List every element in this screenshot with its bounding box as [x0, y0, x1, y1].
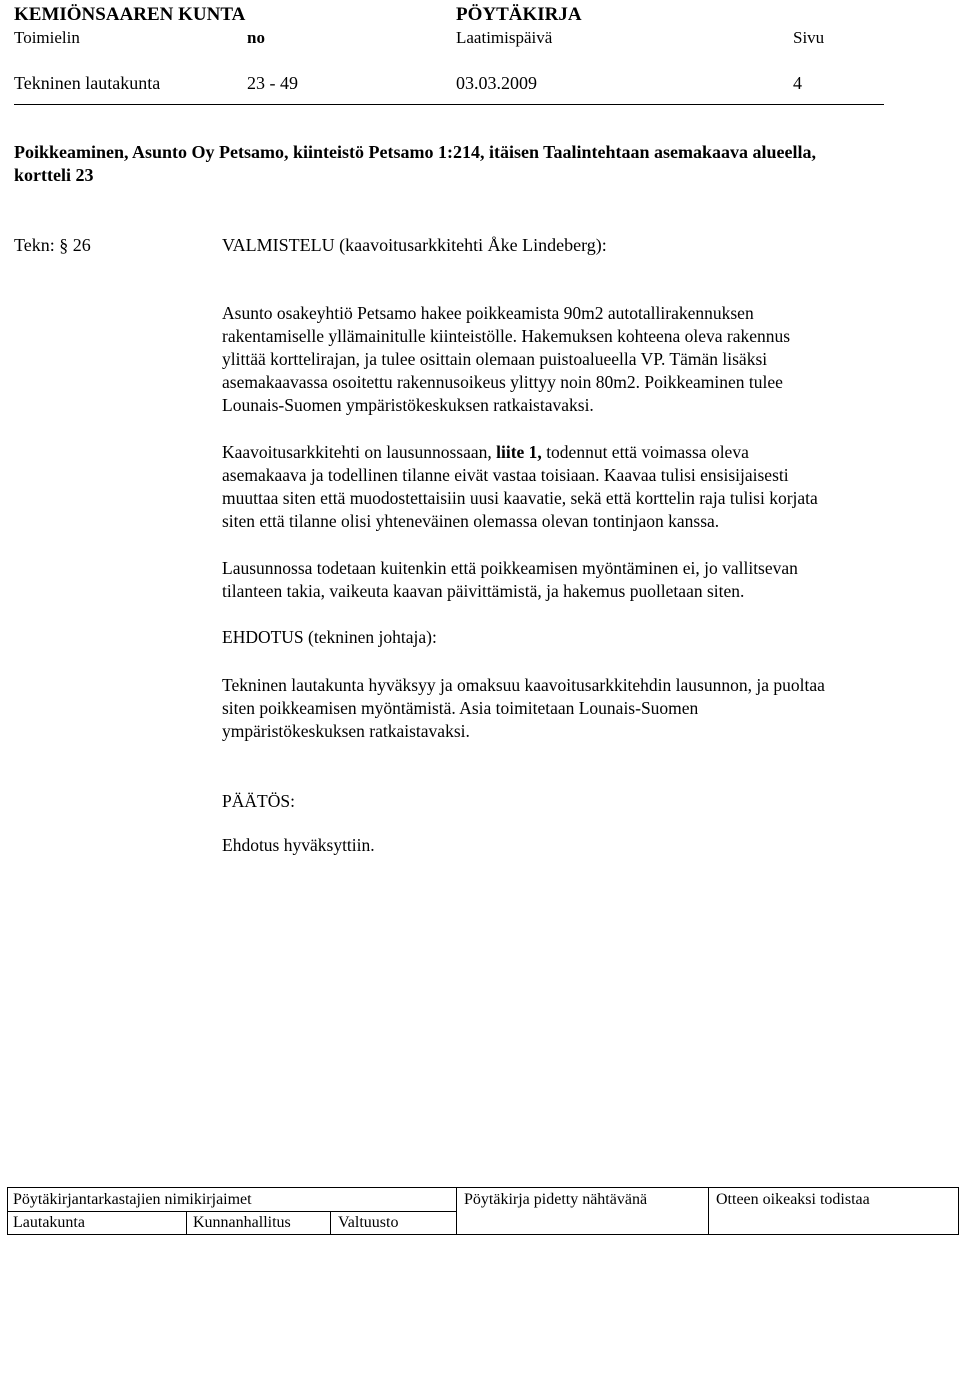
- divider: [456, 1188, 457, 1234]
- paragraph-proposal: [222, 674, 942, 743]
- meeting-date: 03.03.2009: [456, 73, 537, 93]
- footer-certified-label: Otteen oikeaksi todistaa: [716, 1191, 870, 1208]
- footer-posted-label: Pöytäkirja pidetty nähtävänä: [464, 1191, 648, 1208]
- page-number: 4: [793, 73, 802, 93]
- text-line: siten että tilanne olisi yhteneväinen olemassa olevan tontinjaon kanssa.: [222, 511, 720, 531]
- text-line: Lausunnossa todetaan kuitenkin että poikkeamisen myöntäminen ei, jo vallitsevan: [222, 558, 798, 578]
- text-segment: Kaavoitusarkkitehti on lausunnossaan,: [222, 442, 497, 462]
- item-numbers: 23 - 49: [247, 73, 298, 93]
- text-segment: todennut että voimassa oleva: [541, 442, 749, 462]
- text-line: asemakaava ja todellinen tilanne eivät vastaa toisiaan. Kaavaa tulisi ensisijaisesti: [222, 465, 789, 485]
- text-line: rakentamiselle yllämainitulle kiinteistölle. Hakemuksen kohteena oleva rakennus: [222, 326, 791, 346]
- footer-municipal-board-label: Kunnanhallitus: [193, 1214, 291, 1231]
- label-no: no: [247, 28, 265, 47]
- divider: [8, 1211, 456, 1212]
- header-divider: [14, 104, 884, 105]
- label-date: Laatimispäivä: [456, 28, 553, 47]
- paragraph-application: [222, 302, 942, 417]
- footer-signatures-label: Pöytäkirjantarkastajien nimikirjaimet: [13, 1191, 252, 1208]
- label-page: Sivu: [793, 28, 825, 47]
- section-number: Tekn: § 26: [14, 235, 91, 255]
- text-line: [222, 441, 942, 464]
- proposal-heading: EHDOTUS (tekninen johtaja):: [222, 627, 437, 647]
- text-line: Tekninen lautakunta hyväksyy ja omaksuu kaavoitusarkkitehdin lausunnon, ja puoltaa: [222, 675, 825, 695]
- footer-board-label: Lautakunta: [13, 1214, 85, 1231]
- divider: [330, 1211, 331, 1234]
- text-line: ylittää korttelirajan, ja tulee osittain olemaan puistoalueella VP. Tämän lisäksi: [222, 349, 768, 369]
- label-organ: Toimielin: [14, 28, 80, 47]
- attachment-reference: liite 1,: [496, 442, 542, 462]
- document-type: PÖYTÄKIRJA: [456, 4, 582, 25]
- decision-heading: PÄÄTÖS:: [222, 791, 295, 811]
- footer-council-label: Valtuusto: [338, 1214, 399, 1231]
- text-line: muuttaa siten että muodostettaisiin uusi kaavatie, sekä että korttelin raja tulisi korjata: [222, 488, 818, 508]
- decision-text: Ehdotus hyväksyttiin.: [222, 835, 375, 855]
- section-title-line2: kortteli 23: [14, 165, 94, 185]
- paragraph-statement: [222, 441, 942, 533]
- municipality-name: KEMIÖNSAAREN KUNTA: [14, 4, 246, 25]
- organ-name: Tekninen lautakunta: [14, 73, 161, 93]
- section-title-line1: Poikkeaminen, Asunto Oy Petsamo, kiinteistö Petsamo 1:214, itäisen Taalintehtaan asemakaava alueella,: [14, 142, 817, 162]
- text-line: tilanteen takia, vaikeuta kaavan päivittämistä, ja hakemus puolletaan siten.: [222, 581, 745, 601]
- text-line: ympäristökeskuksen ratkaistavaksi.: [222, 721, 470, 741]
- footer-table: [7, 1187, 959, 1235]
- preparation-heading: VALMISTELU (kaavoitusarkkitehti Åke Lindeberg):: [222, 235, 607, 255]
- text-line: Asunto osakeyhtiö Petsamo hakee poikkeamista 90m2 autotallirakennuksen: [222, 303, 754, 323]
- text-line: Lounais-Suomen ympäristökeskuksen ratkaistavaksi.: [222, 395, 594, 415]
- text-line: siten poikkeamisen myöntämistä. Asia toimitetaan Lounais-Suomen: [222, 698, 699, 718]
- divider: [708, 1188, 709, 1234]
- paragraph-opinion: [222, 557, 942, 603]
- text-line: asemakaavassa osoitettu rakennusoikeus ylittyy noin 80m2. Poikkeaminen tulee: [222, 372, 783, 392]
- divider: [186, 1211, 187, 1234]
